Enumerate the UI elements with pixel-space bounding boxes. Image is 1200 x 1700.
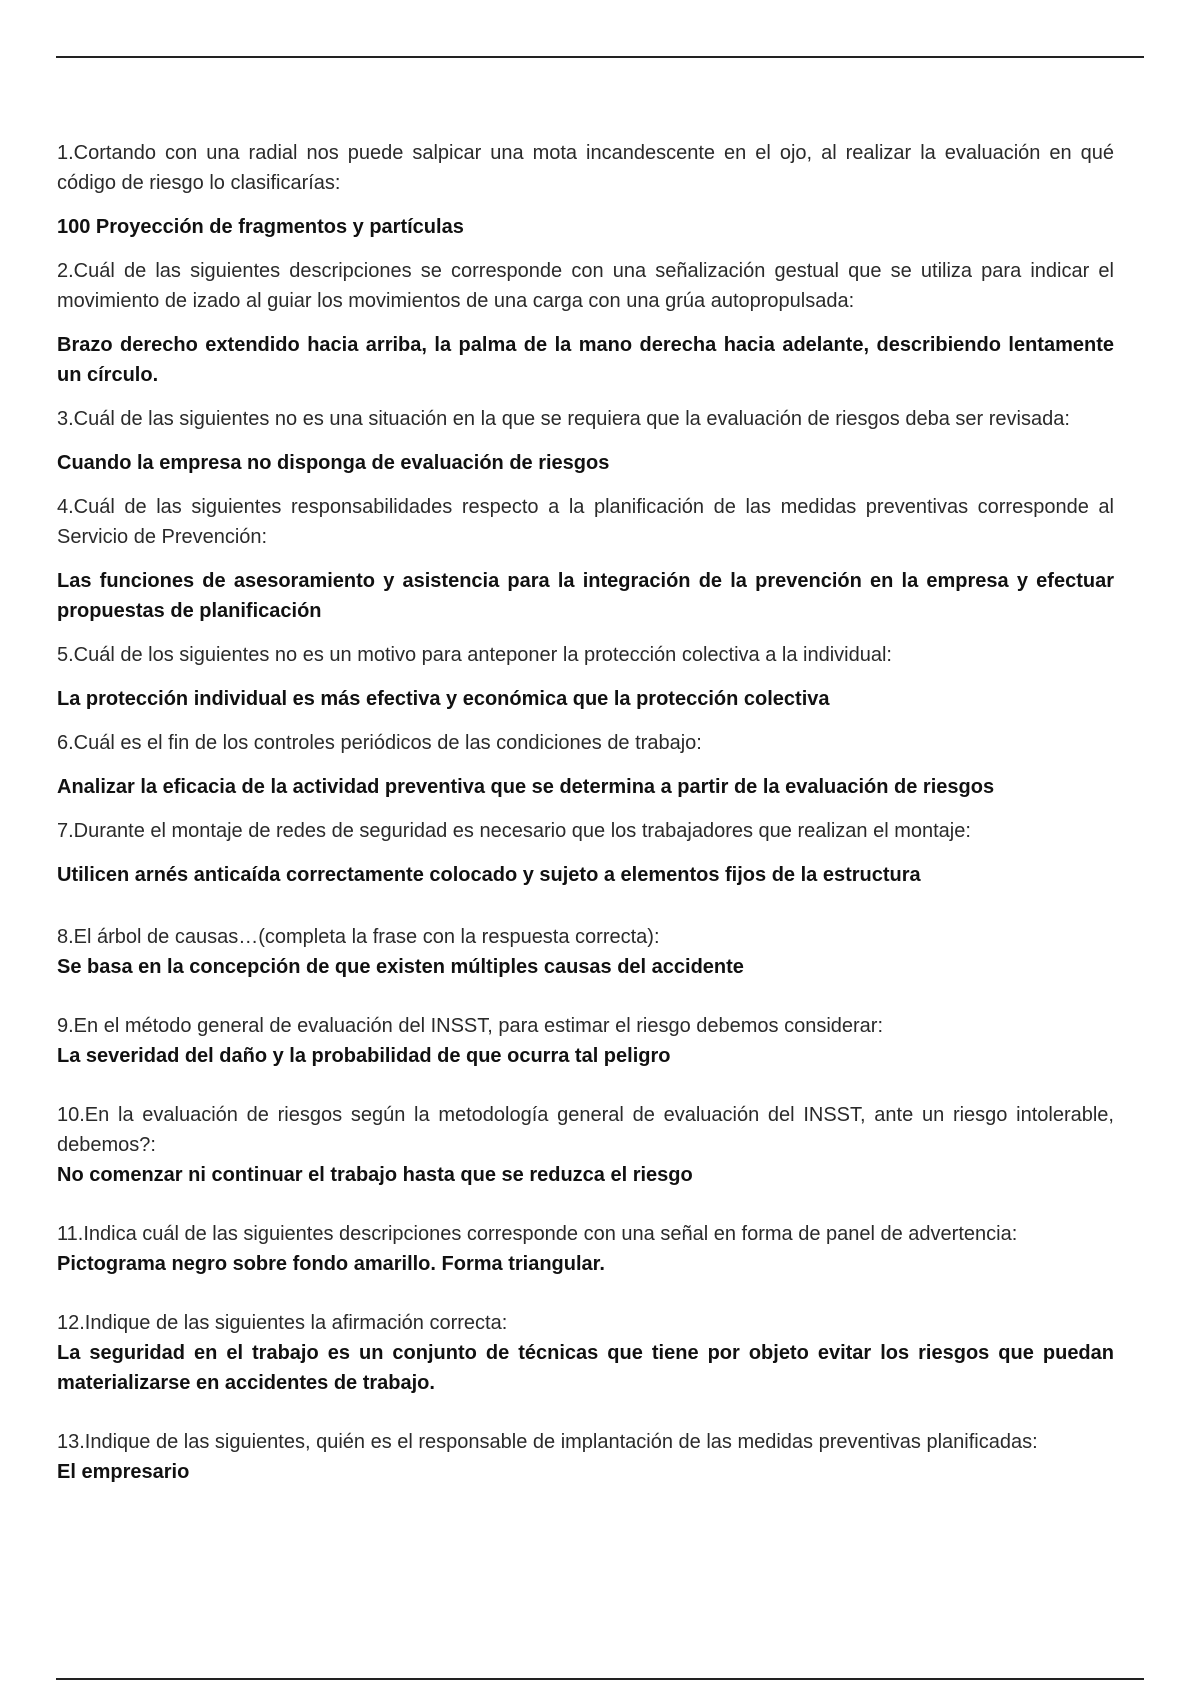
- answer-8: Se basa en la concepción de que existen múltiples causas del accidente: [57, 956, 744, 978]
- answer-4: Las funciones de asesoramiento y asistencia para la integración de la prevención en la empresa y efectuar propuestas de planificación: [57, 570, 1114, 622]
- top-rule: [56, 56, 1144, 58]
- qa-item-10: [57, 1100, 1114, 1190]
- question-9: 9.En el método general de evaluación del INSST, para estimar el riesgo debemos considerar:: [57, 1015, 884, 1037]
- answer-10: No comenzar ni continuar el trabajo hasta que se reduzca el riesgo: [57, 1164, 693, 1186]
- question-2: 2.Cuál de las siguientes descripciones se corresponde con una señalización gestual que se utiliza para indicar el movimiento de izado al guiar los movimientos de una carga con una grúa autopropulsada:: [57, 260, 1114, 312]
- qa-item-4: [57, 492, 1114, 626]
- question-13: 13.Indique de las siguientes, quién es el responsable de implantación de las medidas preventivas planificadas:: [57, 1431, 1038, 1453]
- answer-9: La severidad del daño y la probabilidad de que ocurra tal peligro: [57, 1045, 671, 1067]
- qa-item-2: [57, 256, 1114, 390]
- question-6: 6.Cuál es el fin de los controles periódicos de las condiciones de trabajo:: [57, 732, 702, 754]
- question-12: 12.Indique de las siguientes la afirmación correcta:: [57, 1312, 508, 1334]
- qa-item-1: [57, 138, 1114, 242]
- qa-item-12: [57, 1308, 1114, 1398]
- document-body: [57, 138, 1114, 1516]
- qa-item-3: [57, 404, 1114, 478]
- question-7: 7.Durante el montaje de redes de seguridad es necesario que los trabajadores que realizan el montaje:: [57, 820, 971, 842]
- qa-item-6: [57, 728, 1114, 802]
- answer-3: Cuando la empresa no disponga de evaluación de riesgos: [57, 452, 610, 474]
- qa-item-5: [57, 640, 1114, 714]
- answer-7: Utilicen arnés anticaída correctamente colocado y sujeto a elementos fijos de la estructura: [57, 864, 921, 886]
- question-3: 3.Cuál de las siguientes no es una situación en la que se requiera que la evaluación de riesgos deba ser revisada:: [57, 408, 1070, 430]
- answer-12: La seguridad en el trabajo es un conjunto de técnicas que tiene por objeto evitar los riesgos que puedan materializarse en accidentes de trabajo.: [57, 1342, 1114, 1394]
- section-spacer: [57, 904, 1114, 922]
- answer-6: Analizar la eficacia de la actividad preventiva que se determina a partir de la evaluación de riesgos: [57, 776, 995, 798]
- qa-item-13: [57, 1427, 1114, 1487]
- question-10: 10.En la evaluación de riesgos según la metodología general de evaluación del INSST, ante un riesgo intolerable, debemos?:: [57, 1104, 1114, 1156]
- question-4: 4.Cuál de las siguientes responsabilidades respecto a la planificación de las medidas preventivas corresponde al Servicio de Prevención:: [57, 496, 1114, 548]
- answer-13: El empresario: [57, 1461, 190, 1483]
- answer-1: 100 Proyección de fragmentos y partículas: [57, 216, 464, 238]
- question-5: 5.Cuál de los siguientes no es un motivo para anteponer la protección colectiva a la individual:: [57, 644, 892, 666]
- qa-item-8: [57, 922, 1114, 982]
- answer-11: Pictograma negro sobre fondo amarillo. Forma triangular.: [57, 1253, 605, 1275]
- question-1: 1.Cortando con una radial nos puede salpicar una mota incandescente en el ojo, al realizar la evaluación en qué código de riesgo lo clasificarías:: [57, 142, 1114, 194]
- answer-5: La protección individual es más efectiva y económica que la protección colectiva: [57, 688, 830, 710]
- qa-item-9: [57, 1011, 1114, 1071]
- qa-item-7: [57, 816, 1114, 890]
- question-8: 8.El árbol de causas…(completa la frase con la respuesta correcta):: [57, 926, 660, 948]
- question-11: 11.Indica cuál de las siguientes descripciones corresponde con una señal en forma de panel de advertencia:: [57, 1223, 1018, 1245]
- answer-2: Brazo derecho extendido hacia arriba, la palma de la mano derecha hacia adelante, describiendo lentamente un círculo.: [57, 334, 1114, 386]
- qa-item-11: [57, 1219, 1114, 1279]
- bottom-rule: [56, 1678, 1144, 1680]
